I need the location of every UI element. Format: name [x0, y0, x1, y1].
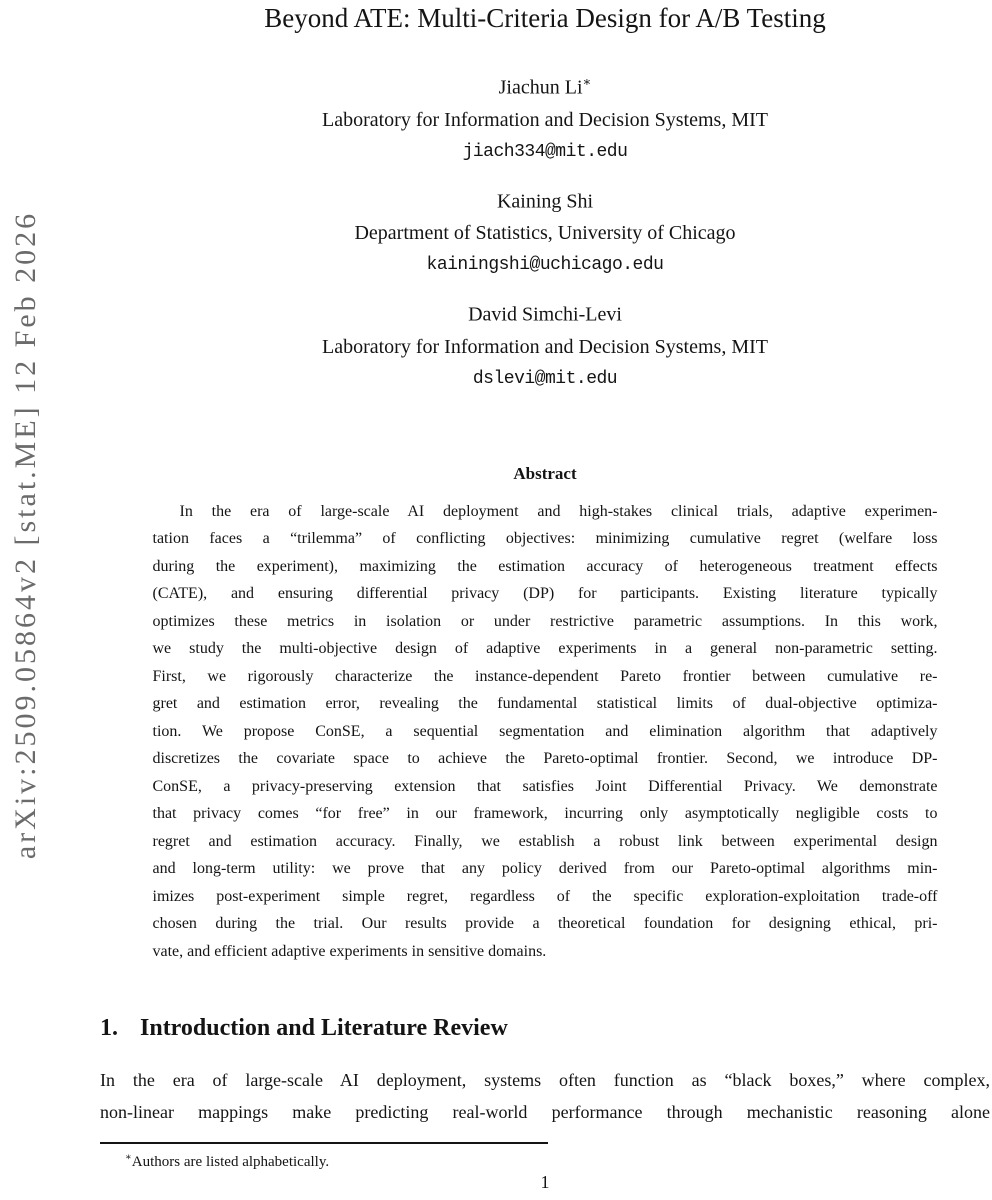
arxiv-stamp: arXiv:2509.05864v2 [stat.ME] 12 Feb 2026	[9, 210, 42, 860]
abstract-line: regret and estimation accuracy. Finally, we establish a robust link between experimental design	[152, 832, 938, 850]
abstract-heading: Abstract	[513, 463, 577, 483]
abstract-line: discretizes the covariate space to achieve the Pareto-optimal frontier. Second, we introduce DP-	[152, 750, 938, 768]
author-affiliation: Department of Statistics, University of Chicago	[354, 222, 736, 245]
paper-title: Beyond ATE: Multi-Criteria Design for A/B Testing	[264, 3, 826, 33]
abstract-line: during the experiment), maximizing the estimation accuracy of heterogeneous treatment effects	[152, 557, 938, 575]
abstract-line: tation faces a “trilemma” of conflicting objectives: minimizing cumulative regret (welfare loss	[152, 530, 938, 548]
author-list	[100, 66, 990, 395]
author-name-text: Jiachun Li	[498, 76, 583, 99]
abstract-line: we study the multi-objective design of adaptive experiments in a general non-parametric setting.	[152, 640, 938, 658]
footnote-mark: ∗	[125, 1152, 132, 1164]
author-name-text: Kaining Shi	[496, 190, 594, 213]
body-line: non-linear mappings make predicting real-world performance through mechanistic reasoning alone	[100, 1102, 990, 1123]
abstract-line: gret and estimation error, revealing the fundamental statistical limits of dual-objective optimiza-	[152, 695, 938, 713]
author-footnote-mark: ∗	[582, 74, 592, 89]
section-heading	[100, 1013, 990, 1043]
abstract-line: chosen during the trial. Our results provide a theoretical foundation for designing ethical, pri-	[152, 915, 938, 933]
author-block	[100, 293, 990, 395]
author-name	[100, 293, 990, 331]
footnote	[100, 1148, 990, 1172]
author-email: jiach334@mit.edu	[462, 141, 628, 162]
author-email: kainingshi@uchicago.edu	[426, 255, 664, 276]
page-number: 1	[540, 1172, 550, 1192]
footnote-text: Authors are listed alphabetically.	[131, 1154, 330, 1171]
author-affiliation: Laboratory for Information and Decision Systems, MIT	[321, 335, 768, 358]
abstract-line: First, we rigorously characterize the instance-dependent Pareto frontier between cumulative re-	[152, 667, 938, 685]
author-block	[100, 180, 990, 282]
abstract-line: that privacy comes “for free” in our framework, incurring only asymptotically negligible costs to	[152, 805, 938, 823]
abstract-body	[153, 498, 938, 966]
body-line: In the era of large-scale AI deployment, systems often function as “black boxes,” where complex,	[100, 1070, 990, 1091]
paper-content	[100, 0, 990, 1172]
abstract-line: vate, and efficient adaptive experiments in sensitive domains.	[152, 942, 547, 960]
author-email: dslevi@mit.edu	[472, 368, 618, 389]
abstract-line: tion. We propose ConSE, a sequential segmentation and elimination algorithm that adaptively	[152, 722, 938, 740]
section-title: Introduction and Literature Review	[140, 1015, 508, 1042]
footnote-rule	[100, 1142, 548, 1144]
abstract-line: imizes post-experiment simple regret, regardless of the specific exploration-exploitation trade-off	[152, 887, 938, 905]
author-name-text: David Simchi-Levi	[468, 303, 622, 326]
abstract-line: and long-term utility: we prove that any policy derived from our Pareto-optimal algorithms min-	[152, 860, 938, 878]
section-number: 1.	[100, 1015, 118, 1042]
author-block	[100, 66, 990, 168]
abstract-line: optimizes these metrics in isolation or under restrictive parametric assumptions. In this work,	[152, 612, 938, 630]
abstract-line: In the era of large-scale AI deployment and high-stakes clinical trials, adaptive experimen-	[179, 502, 938, 520]
author-affiliation: Laboratory for Information and Decision Systems, MIT	[321, 108, 768, 131]
body-text	[100, 1064, 990, 1128]
author-name	[100, 66, 990, 104]
abstract-line: (CATE), and ensuring differential privacy (DP) for participants. Existing literature typically	[152, 585, 938, 603]
abstract-line: ConSE, a privacy-preserving extension that satisfies Joint Differential Privacy. We demonstrate	[152, 777, 938, 795]
author-name	[100, 180, 990, 218]
